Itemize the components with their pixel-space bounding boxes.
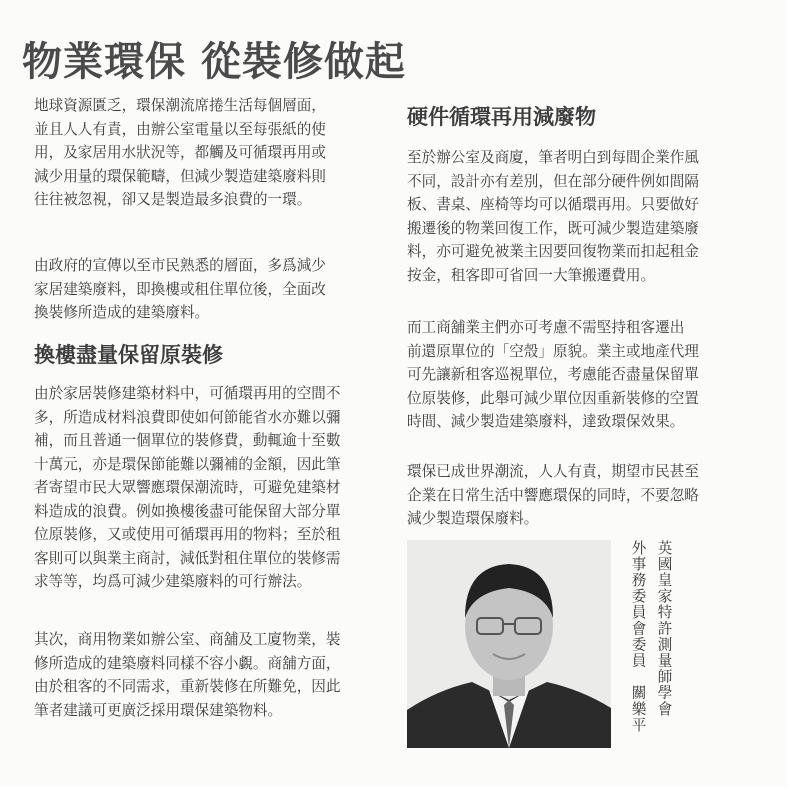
hardware-paragraph: 至於辦公室及商廈，筆者明白到每間企業作風 不同，設計亦有差別，但在部分硬件例如間隔 板、書桌、座椅等均可以循環再用。只要做好 搬遷後的物業回復工作，既可減少製造建築廢 料，亦可避免被業主因要回復物業而扣起租金 按金，租客即可省回一大筆搬遷費用。 — [407, 149, 699, 284]
author-name-caption: 外事務委員會委員 關樂平 — [629, 540, 647, 734]
landlord-paragraph: 而工商舖業主們亦可考慮不需堅持租客遷出 前還原單位的「空殼」原貌。業主或地產代理 可先讓新租客巡視單位，考慮能否盡量保留單 位原裝修，此舉可減少單位因重新裝修的空置 時間、減少製造建築廢料，達致環保效果。 — [407, 319, 699, 430]
author-photo — [407, 540, 611, 748]
section-heading-hardware: 硬件循環再用減廢物 — [407, 105, 596, 129]
author-title-caption: 英國皇家特許測量師學會 — [655, 540, 673, 718]
govt-paragraph: 由政府的宣傳以至市民熟悉的層面，多爲減少 家居建築廢料，即換樓或租住單位後，全面改 換裝修所造成的建築廢料。 — [34, 257, 326, 321]
section-heading-renovation: 換樓盡量保留原裝修 — [34, 343, 223, 367]
portrait-illustration — [407, 540, 611, 748]
renovation-paragraph: 由於家居裝修建築材料中，可循環再用的空間不 多，所造成材料浪費即使如何節能省水亦難以彌 補，而且普通一個單位的裝修費，動輒逾十至數 十萬元，亦是環保節能難以彌補的金額，因此筆 者寄望市民大眾響應環保潮流時，可避免建築材 料造成的浪費。例如換樓後盡可能保留大部分單 位原裝修，又或使用可循環再用的物料；至於租 客則可以與業主商討，減低對租住單位的裝修需 求等等，均爲可減少建築廢料的可行辦法。 — [34, 385, 341, 590]
intro-paragraph: 地球資源匱乏，環保潮流席捲生活每個層面， 並且人人有責，由辦公室電量以至每張紙的使 用，及家居用水狀況等，都觸及可循環再用或 減少用量的環保範疇，但減少製造建築廢料則 往往被忽視，卻又是製造最多浪費的一環。 — [34, 97, 326, 208]
commercial-paragraph: 其次，商用物業如辦公室、商舖及工廈物業，裝 修所造成的建築廢料同樣不容小覷。商舖方面， 由於租客的不同需求，重新裝修在所難免，因此 筆者建議可更廣泛採用環保建築物料。 — [34, 631, 341, 719]
conclusion-paragraph: 環保已成世界潮流，人人有責，期望市民甚至 企業在日常生活中響應環保的同時，不要忽略 減少製造環保廢料。 — [407, 463, 699, 527]
page-title: 物業環保 從裝修做起 — [22, 39, 406, 85]
